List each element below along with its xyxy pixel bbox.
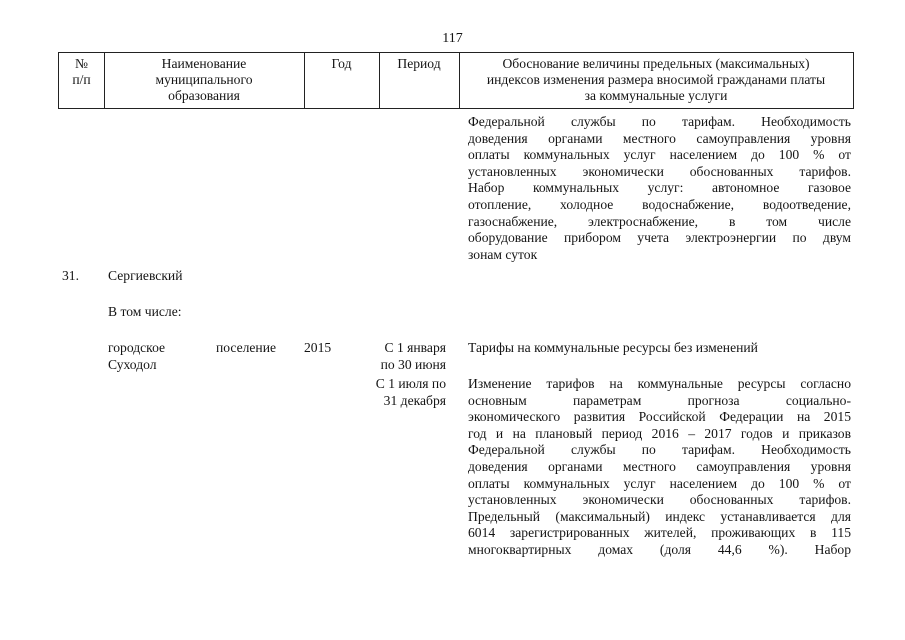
- period-line: С 1 января: [384, 340, 446, 355]
- continued-basis-text: [468, 114, 851, 263]
- period-line: С 1 июля по: [375, 376, 446, 391]
- including-label: В том числе:: [108, 304, 182, 319]
- basis-tariff-change: [468, 376, 851, 559]
- period-first-half: [358, 340, 446, 373]
- header-basis: [459, 56, 853, 104]
- settlement-word: поселение: [215, 340, 276, 355]
- table-header: [58, 52, 854, 109]
- text-line: зонам суток: [468, 246, 538, 262]
- text-line: 6014 зарегистрированных жителей, проживающих в 115: [468, 525, 851, 541]
- text-line: основным параметрам прогноза социально-: [468, 392, 851, 408]
- text-line: Изменение тарифов на коммунальные ресурсы согласно: [468, 376, 851, 391]
- text-line: доведения органами местного самоуправления уровня: [468, 130, 851, 146]
- text-line: оборудование прибором учета электроэнергии по двум: [468, 230, 851, 246]
- text-line: Предельный (максимальный) индекс устанавливается для: [468, 508, 851, 524]
- text-line: отопление, холодное водоснабжение, водоотведение,: [468, 196, 851, 212]
- basis-no-change: Тарифы на коммунальные ресурсы без изменений: [468, 340, 758, 355]
- header-municipality: [104, 56, 304, 104]
- text-line: Набор коммунальных услуг: автономное газовое: [468, 180, 851, 196]
- text-line: Федеральной службы по тарифам. Необходимость: [468, 114, 851, 129]
- header-basis-line: Обоснование величины предельных (максимальных): [502, 56, 810, 71]
- header-number: [59, 56, 104, 88]
- page-number: 117: [442, 31, 463, 46]
- text-line: многоквартирных домах (доля 44,6 %). Набор: [468, 541, 851, 557]
- header-basis-line: за коммунальные услуги: [584, 88, 728, 103]
- header-municipality-line: Наименование: [161, 56, 247, 71]
- header-municipality-line: образования: [168, 88, 240, 103]
- header-period: Период: [397, 56, 441, 71]
- settlement-name: [108, 340, 276, 373]
- period-line: 31 декабря: [383, 392, 446, 408]
- municipality-name: Сергиевский: [108, 268, 183, 283]
- row-number: 31.: [62, 268, 79, 283]
- text-line: оплаты коммунальных услуг населением до 100 % от: [468, 475, 851, 491]
- text-line: оплаты коммунальных услуг населением до 100 % от: [468, 147, 851, 163]
- text-line: установленных экономически обоснованных тарифов.: [468, 163, 851, 179]
- header-year: Год: [331, 56, 352, 71]
- period-line: по 30 июня: [380, 356, 446, 372]
- period-second-half: [358, 376, 446, 409]
- text-line: экономического развития Российской Федерации на 2015: [468, 409, 851, 425]
- text-line: доведения органами местного самоуправления уровня: [468, 458, 851, 474]
- text-line: установленных экономически обоснованных тарифов.: [468, 492, 851, 508]
- text-line: газоснабжение, электроснабжение, в том числе: [468, 213, 851, 229]
- header-municipality-line: муниципального: [155, 72, 253, 87]
- settlement-name-line: Суходол: [108, 356, 157, 372]
- header-basis-line: индексов изменения размера вносимой гражданами платы: [486, 72, 826, 87]
- year-value: 2015: [304, 340, 332, 355]
- settlement-name-line: [108, 340, 276, 357]
- settlement-word: городское: [108, 340, 166, 355]
- header-number-line: п/п: [72, 72, 91, 87]
- text-line: год и на плановый период 2016 – 2017 годов и приказов: [468, 425, 851, 441]
- header-number-line: №: [75, 56, 88, 71]
- text-line: Федеральной службы по тарифам. Необходимость: [468, 442, 851, 458]
